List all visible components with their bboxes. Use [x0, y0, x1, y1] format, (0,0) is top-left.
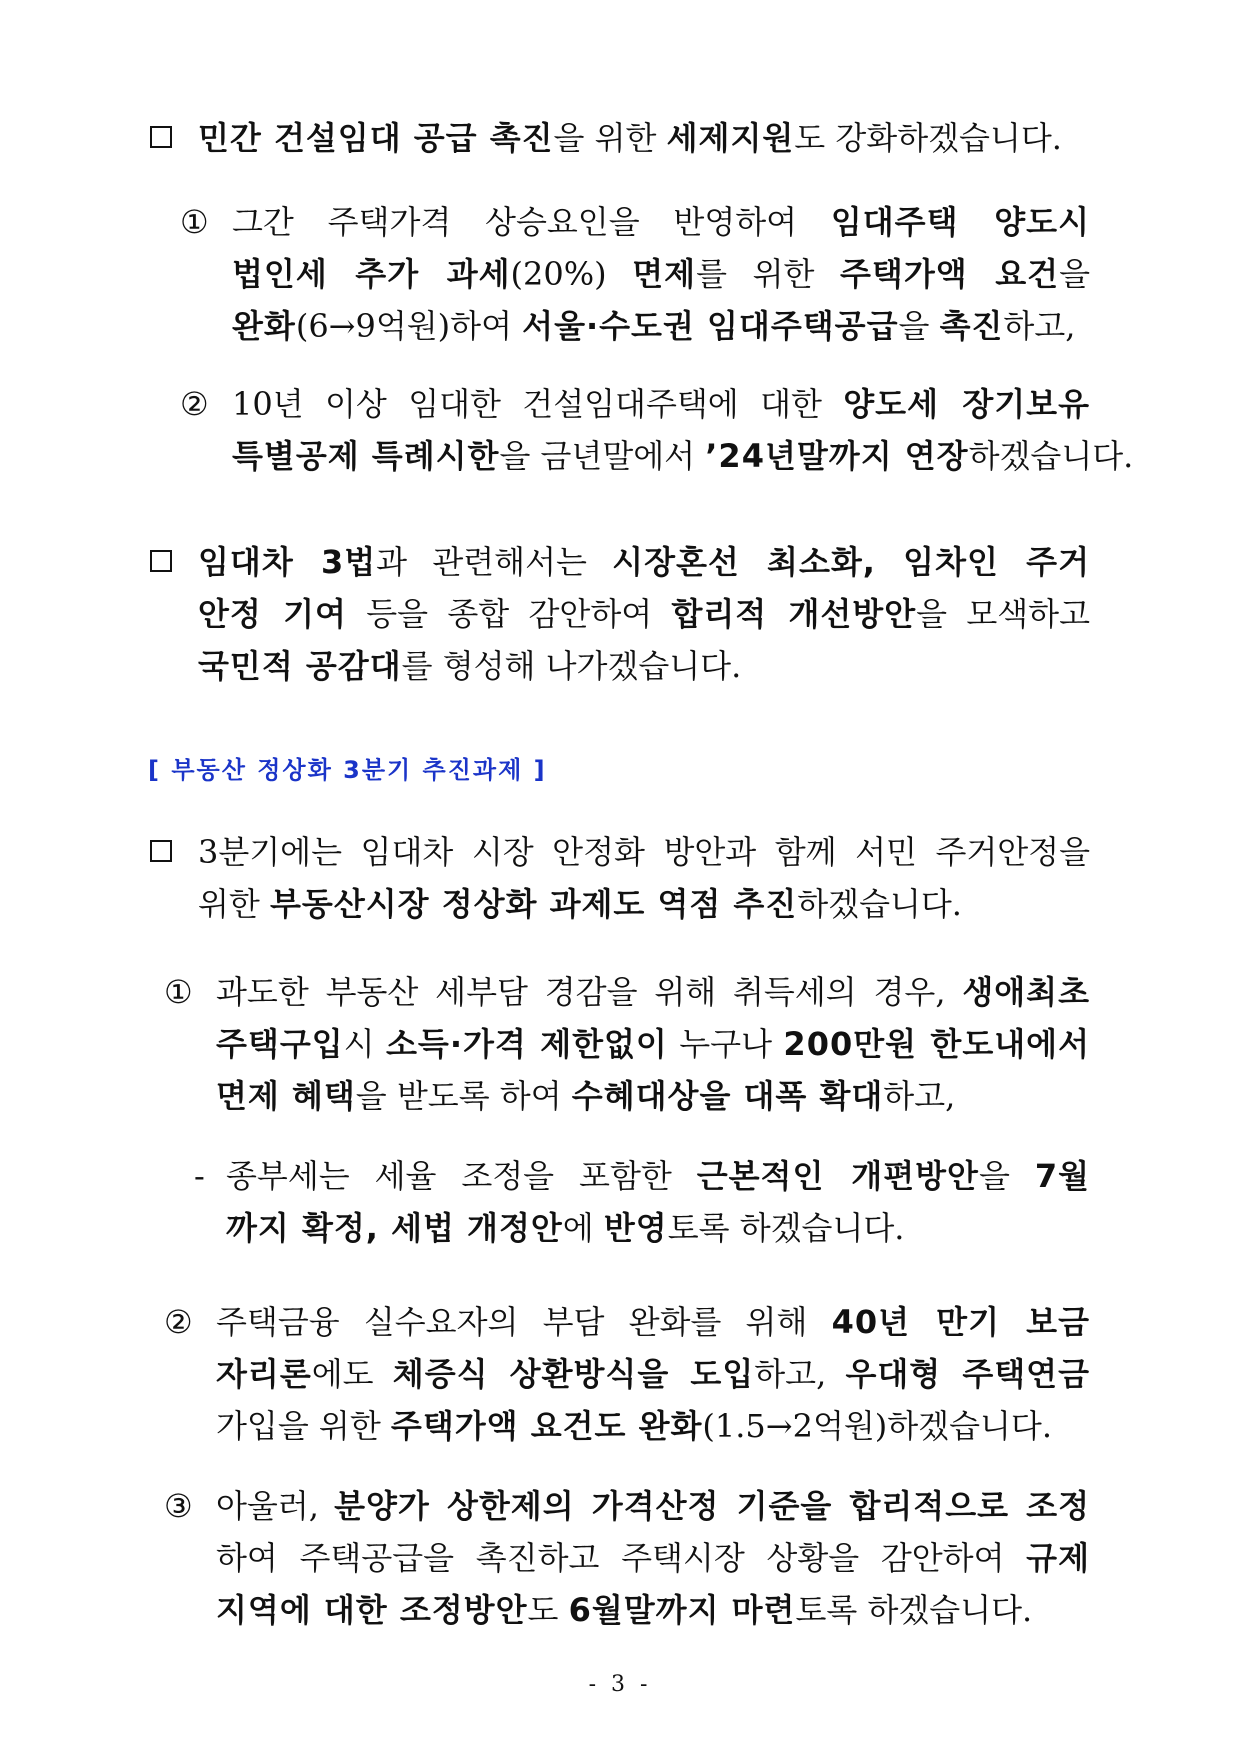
text-line: 그간 주택가격 상승요인을 반영하여 임대주택 양도시 [232, 203, 1090, 241]
paragraph-tax-support [150, 112, 1090, 164]
text-line: 종부세는 세율 조정을 포함한 근본적인 개편방안을 7월 [226, 1157, 1090, 1195]
list-item-price-cap [164, 1480, 1090, 1636]
text-line: 안정 기여 등을 종합 감안하여 합리적 개선방안을 모색하고 [198, 595, 1091, 633]
checkbox-bullet-icon [150, 840, 172, 862]
text-line: 특별공제 특례시한을 금년말에서 ’24년말까지 연장하겠습니다. [232, 437, 1134, 475]
text-line: 3분기에는 임대차 시장 안정화 방안과 함께 서민 주거안정을 [198, 833, 1090, 871]
text-line: 주택금융 실수요자의 부담 완화를 위해 40년 만기 보금 [216, 1303, 1091, 1341]
item-number: ② [164, 1303, 193, 1341]
text-line: 주택구입시 소득·가격 제한없이 누구나 200만원 한도내에서 [216, 1025, 1090, 1063]
text-line: 가입을 위한 주택가액 요건도 완화(1.5→2억원)하겠습니다. [216, 1407, 1052, 1445]
page-number: - 3 - [588, 1672, 652, 1697]
list-item-corporate-tax [180, 196, 1090, 352]
text-line: 하여 주택공급을 촉진하고 주택시장 상황을 감안하여 규제 [216, 1539, 1090, 1577]
text-line: 민간 건설임대 공급 촉진을 위한 세제지원도 강화하겠습니다. [198, 119, 1062, 157]
text-line: 지역에 대한 조정방안도 6월말까지 마련토록 하겠습니다. [216, 1591, 1033, 1629]
paragraph-q3-intro [150, 826, 1090, 930]
text-line: 자리론에도 체증식 상환방식을 도입하고, 우대형 주택연금 [216, 1355, 1091, 1393]
text-line: 임대차 3법과 관련해서는 시장혼선 최소화, 임차인 주거 [198, 543, 1090, 581]
dash-bullet: - [194, 1157, 205, 1195]
item-number: ② [180, 385, 209, 423]
checkbox-bullet-icon [150, 126, 172, 148]
list-item-acquisition-tax [164, 966, 1090, 1122]
text-line: 법인세 추가 과세(20%) 면제를 위한 주택가액 요건을 [232, 255, 1090, 293]
list-subitem-comprehensive-tax [194, 1150, 1090, 1254]
text-line: 면제 혜택을 받도록 하여 수혜대상을 대폭 확대하고, [216, 1077, 956, 1115]
paragraph-rental-laws [150, 536, 1090, 692]
text-line: 위한 부동산시장 정상화 과제도 역점 추진하겠습니다. [198, 885, 962, 923]
list-item-housing-finance [164, 1296, 1090, 1452]
checkbox-bullet-icon [150, 550, 172, 572]
item-number: ① [180, 203, 209, 241]
text-line: 완화(6→9억원)하여 서울·수도권 임대주택공급을 촉진하고, [232, 307, 1076, 345]
item-number: ③ [164, 1487, 193, 1525]
text-line: 까지 확정, 세법 개정안에 반영토록 하겠습니다. [226, 1209, 905, 1247]
text-line: 과도한 부동산 세부담 경감을 위해 취득세의 경우, 생애최초 [216, 973, 1090, 1011]
item-number: ① [164, 973, 193, 1011]
text-line: 10년 이상 임대한 건설임대주택에 대한 양도세 장기보유 [232, 385, 1090, 423]
text-line: 국민적 공감대를 형성해 나가겠습니다. [198, 647, 742, 685]
section-heading: [ 부동산 정상화 3분기 추진과제 ] [148, 756, 547, 784]
list-item-capital-gains [180, 378, 1134, 482]
text-line: 아울러, 분양가 상한제의 가격산정 기준을 합리적으로 조정 [216, 1487, 1090, 1525]
